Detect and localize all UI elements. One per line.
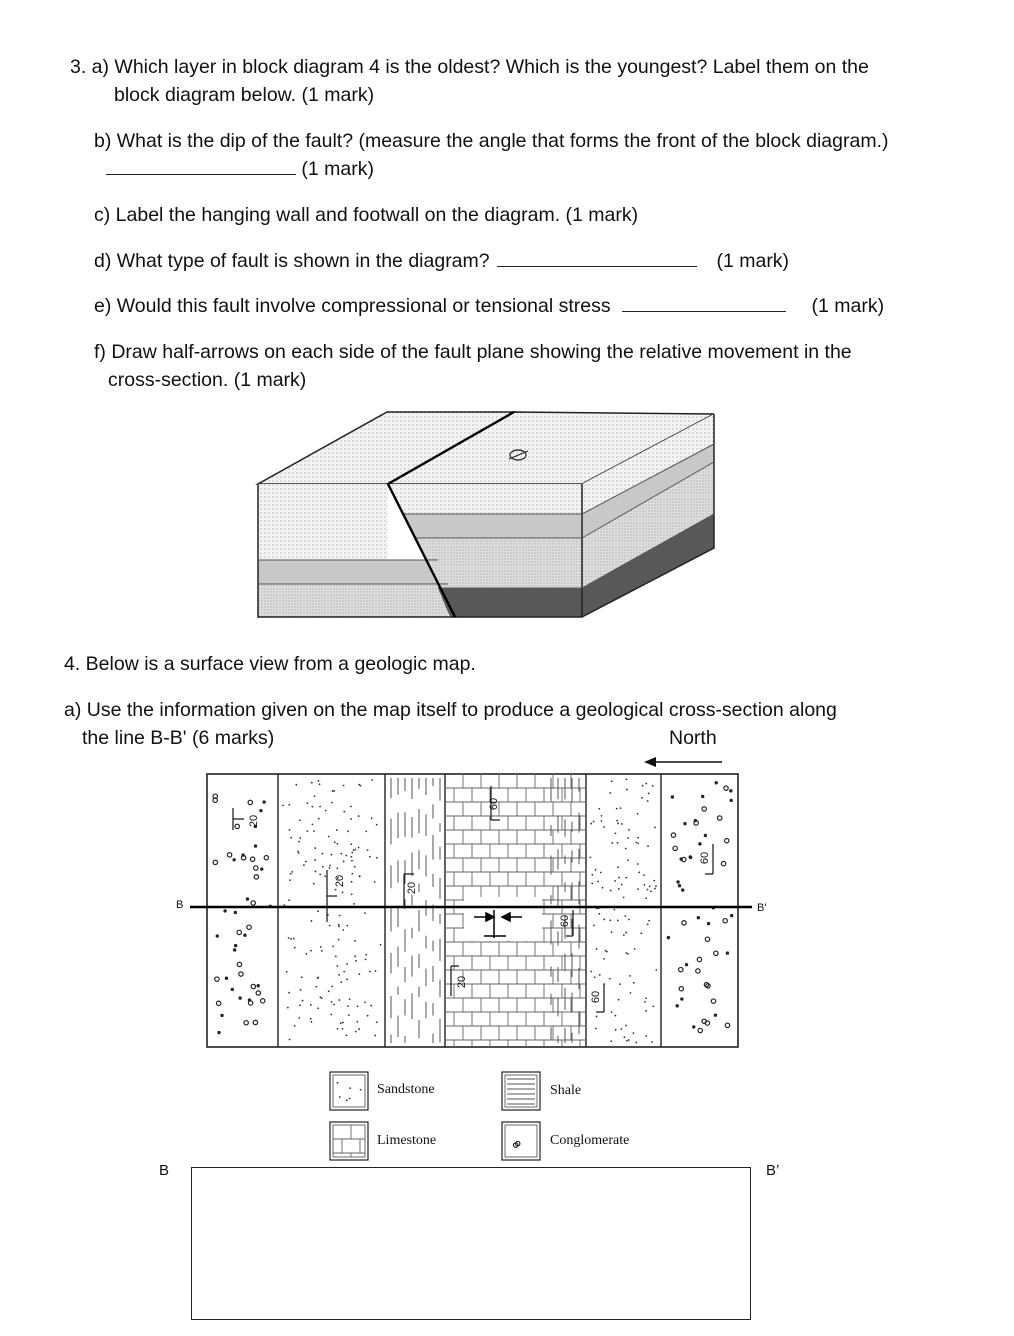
q3b-mark: (1 mark): [301, 158, 375, 180]
dip-label: 20: [456, 975, 468, 989]
cross-section-drawing-box[interactable]: [191, 1167, 751, 1320]
q3a-question: 3. a) Which layer in block diagram 4 is the oldest? Which is the youngest? Label them on the: [70, 56, 869, 78]
map-label-b-prime: B': [757, 902, 767, 914]
q3d-question: d) What type of fault is shown in the diagram?: [94, 250, 490, 272]
q3d-mark: (1 mark): [716, 250, 790, 272]
legend-conglomerate-swatch: [502, 1122, 540, 1160]
dip-label: 60: [488, 797, 500, 811]
dip-label: 20: [334, 874, 346, 888]
legend-limestone-label: Limestone: [377, 1133, 437, 1148]
q4a-question: a) Use the information given on the map itself to produce a geological cross-section along: [64, 699, 837, 721]
legend-shale-swatch: [502, 1072, 540, 1110]
q3e-question: e) Would this fault involve compressional or tensional stress: [94, 295, 611, 317]
map-label-b: B: [176, 899, 184, 911]
legend-sandstone-swatch: [330, 1072, 368, 1110]
section-label-b: B: [159, 1162, 170, 1179]
legend-conglomerate-label: Conglomerate: [550, 1133, 630, 1148]
dip-label: 20: [248, 814, 260, 828]
q3b-question: b) What is the dip of the fault? (measure the angle that forms the front of the block diagram.): [94, 130, 889, 152]
section-label-b-prime: B’: [766, 1162, 780, 1179]
q3f-question-cont: cross-section. (1 mark): [108, 369, 307, 391]
q3e-mark: (1 mark): [811, 295, 885, 317]
dip-label: 20: [406, 881, 418, 895]
dip-label: 60: [559, 914, 571, 928]
north-label: North: [669, 727, 717, 749]
legend-shale-label: Shale: [550, 1083, 582, 1098]
q3c-question: c) Label the hanging wall and footwall on the diagram. (1 mark): [94, 204, 639, 226]
q4a-question-cont: the line B-B' (6 marks): [82, 727, 275, 749]
dip-label: 60: [590, 990, 602, 1004]
legend-sandstone-label: Sandstone: [377, 1082, 435, 1097]
q4-intro: 4. Below is a surface view from a geologic map.: [64, 653, 476, 675]
dip-label: 60: [699, 851, 711, 865]
legend-limestone-swatch: [330, 1122, 368, 1160]
q3a-question-cont: block diagram below. (1 mark): [114, 84, 375, 106]
q3f-question: f) Draw half-arrows on each side of the fault plane showing the relative movement in the: [94, 341, 852, 363]
